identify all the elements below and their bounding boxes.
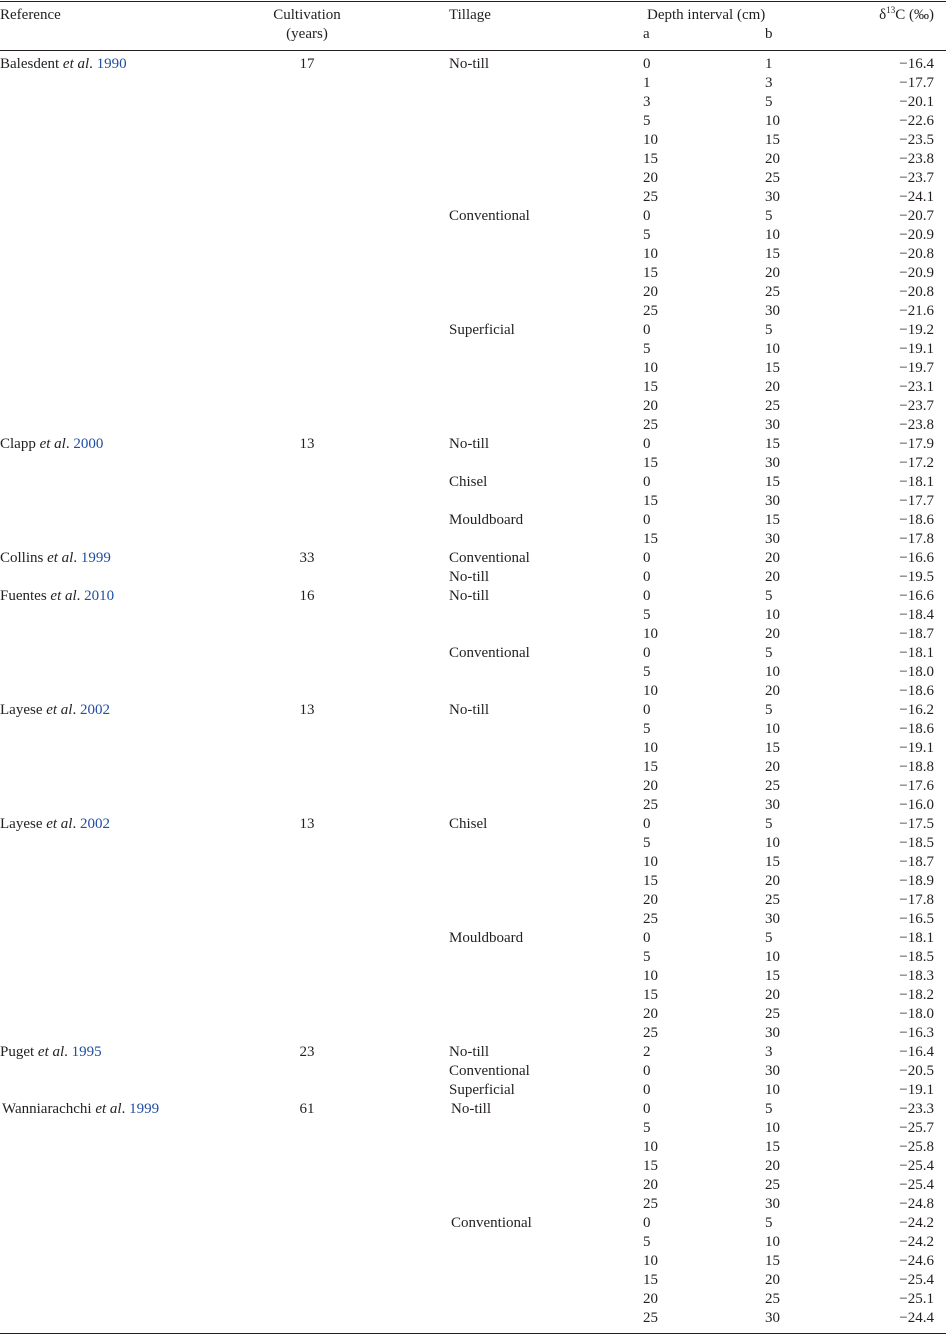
delta13c-cell: −17.7: [899, 493, 934, 509]
depth-a-cell: 5: [643, 1234, 651, 1250]
delta13c-cell: −19.1: [899, 341, 934, 357]
delta13c-cell: −18.2: [899, 987, 934, 1003]
header-cultivation-line1: Cultivation: [273, 7, 341, 23]
delta13c-cell: −17.6: [899, 778, 934, 794]
tillage-cell: Chisel: [449, 816, 488, 832]
header-cultivation: [273, 6, 341, 44]
depth-b-cell: 30: [765, 1063, 780, 1079]
delta13c-cell: −18.5: [899, 949, 934, 965]
depth-a-cell: 15: [643, 987, 658, 1003]
delta13c-cell: −16.6: [899, 588, 934, 604]
header-reference: Reference: [0, 7, 61, 23]
depth-b-cell: 30: [765, 417, 780, 433]
header-delta13c: [879, 6, 934, 25]
depth-a-cell: 20: [643, 1177, 658, 1193]
delta13c-cell: −23.8: [899, 151, 934, 167]
depth-a-cell: 25: [643, 1196, 658, 1212]
depth-b-cell: 25: [765, 892, 780, 908]
depth-b-cell: 5: [765, 645, 773, 661]
tillage-cell: No-till: [449, 588, 489, 604]
delta13c-cell: −23.5: [899, 132, 934, 148]
depth-a-cell: 25: [643, 417, 658, 433]
delta13c-cell: −25.1: [899, 1291, 934, 1307]
depth-b-cell: 15: [765, 436, 780, 452]
depth-b-cell: 10: [765, 835, 780, 851]
depth-a-cell: 5: [643, 227, 651, 243]
tillage-cell: Conventional: [449, 208, 530, 224]
depth-b-cell: 30: [765, 455, 780, 471]
depth-b-cell: 25: [765, 1177, 780, 1193]
depth-a-cell: 5: [643, 721, 651, 737]
delta13c-cell: −19.7: [899, 360, 934, 376]
depth-a-cell: 15: [643, 873, 658, 889]
reference-etal: et al: [47, 550, 74, 566]
depth-b-cell: 15: [765, 474, 780, 490]
depth-b-cell: 10: [765, 1234, 780, 1250]
reference-year-link[interactable]: 1990: [96, 56, 127, 72]
depth-a-cell: 15: [643, 455, 658, 471]
depth-a-cell: 15: [643, 265, 658, 281]
delta13c-cell: −25.7: [899, 1120, 934, 1136]
reference-authors: Puget: [0, 1044, 38, 1060]
delta13c-cell: −16.3: [899, 1025, 934, 1041]
depth-a-cell: 0: [643, 56, 651, 72]
reference-cell: [0, 701, 110, 720]
depth-a-cell: 10: [643, 626, 658, 642]
depth-a-cell: 25: [643, 189, 658, 205]
reference-year-link[interactable]: 2002: [79, 816, 110, 832]
delta13c-cell: −24.2: [899, 1215, 934, 1231]
depth-a-cell: 10: [643, 1139, 658, 1155]
depth-a-cell: 2: [643, 1044, 651, 1060]
reference-cell: [2, 1100, 159, 1119]
depth-a-cell: 0: [643, 816, 651, 832]
reference-authors: Layese: [0, 702, 47, 718]
delta13c-cell: −24.4: [899, 1310, 934, 1326]
cultivation-years-cell: 23: [299, 1044, 315, 1060]
header-delta-superscript: 13: [886, 5, 896, 15]
delta13c-cell: −20.8: [899, 284, 934, 300]
reference-year-link[interactable]: 1999: [80, 550, 111, 566]
depth-b-cell: 20: [765, 759, 780, 775]
reference-year-link[interactable]: 2000: [73, 436, 104, 452]
depth-a-cell: 5: [643, 113, 651, 129]
depth-b-cell: 10: [765, 949, 780, 965]
depth-b-cell: 15: [765, 1253, 780, 1269]
reference-authors: Balesdent: [0, 56, 63, 72]
depth-a-cell: 15: [643, 493, 658, 509]
depth-a-cell: 10: [643, 360, 658, 376]
delta13c-cell: −18.4: [899, 607, 934, 623]
depth-b-cell: 20: [765, 265, 780, 281]
depth-b-cell: 15: [765, 854, 780, 870]
reference-year-link[interactable]: 2010: [84, 588, 115, 604]
delta13c-cell: −17.5: [899, 816, 934, 832]
tillage-cell: Chisel: [449, 474, 488, 490]
header-tillage: Tillage: [449, 7, 491, 23]
table-bottom-rule: [0, 1333, 946, 1334]
reference-year-link[interactable]: 1999: [129, 1101, 160, 1117]
reference-dot: .: [72, 816, 80, 832]
reference-authors: Layese: [0, 816, 47, 832]
tillage-cell: No-till: [449, 702, 489, 718]
tillage-cell: No-till: [449, 56, 489, 72]
depth-a-cell: 0: [643, 474, 651, 490]
depth-b-cell: 20: [765, 683, 780, 699]
reference-dot: .: [121, 1101, 130, 1117]
delta13c-cell: −22.6: [899, 113, 934, 129]
depth-a-cell: 15: [643, 759, 658, 775]
header-cultivation-line2: (years): [286, 26, 328, 42]
delta13c-cell: −20.1: [899, 94, 934, 110]
reference-dot: .: [72, 702, 80, 718]
tillage-cell: No-till: [449, 436, 489, 452]
delta13c-cell: −19.1: [899, 740, 934, 756]
reference-cell: [0, 587, 114, 606]
delta13c-cell: −18.3: [899, 968, 934, 984]
reference-etal: et al: [62, 56, 90, 72]
depth-b-cell: 5: [765, 702, 773, 718]
depth-b-cell: 3: [765, 75, 773, 91]
depth-a-cell: 25: [643, 797, 658, 813]
depth-a-cell: 10: [643, 683, 658, 699]
delta13c-cell: −18.0: [899, 664, 934, 680]
delta13c-cell: −17.9: [899, 436, 934, 452]
depth-a-cell: 10: [643, 1253, 658, 1269]
cultivation-years-cell: 13: [299, 702, 315, 718]
delta13c-cell: −19.2: [899, 322, 934, 338]
tillage-cell: Mouldboard: [449, 930, 524, 946]
depth-b-cell: 15: [765, 360, 780, 376]
delta13c-cell: −18.6: [899, 683, 934, 699]
delta13c-cell: −23.7: [899, 398, 934, 414]
reference-dot: .: [76, 588, 85, 604]
delta13c-cell: −18.1: [899, 645, 934, 661]
cultivation-years-cell: 13: [299, 436, 315, 452]
reference-etal: et al: [50, 588, 77, 604]
depth-a-cell: 20: [643, 1006, 658, 1022]
depth-b-cell: 10: [765, 607, 780, 623]
reference-etal: et al: [39, 436, 66, 452]
delta13c-cell: −20.9: [899, 265, 934, 281]
depth-a-cell: 1: [643, 75, 651, 91]
cultivation-years-cell: 17: [299, 56, 315, 72]
delta13c-cell: −18.0: [899, 1006, 934, 1022]
delta13c-cell: −20.8: [899, 246, 934, 262]
reference-authors: Fuentes: [0, 588, 51, 604]
cultivation-years-cell: 13: [299, 816, 315, 832]
reference-cell: [0, 55, 127, 74]
delta13c-cell: −18.8: [899, 759, 934, 775]
depth-b-cell: 20: [765, 1272, 780, 1288]
depth-b-cell: 20: [765, 550, 780, 566]
depth-b-cell: 20: [765, 873, 780, 889]
header-delta-symbol: δ: [879, 7, 887, 23]
depth-a-cell: 10: [643, 740, 658, 756]
depth-b-cell: 30: [765, 1025, 780, 1041]
delta13c-cell: −23.7: [899, 170, 934, 186]
delta13c-cell: −18.7: [899, 626, 934, 642]
delta13c-cell: −24.6: [899, 1253, 934, 1269]
reference-year-link[interactable]: 2002: [79, 702, 110, 718]
delta13c-cell: −18.1: [899, 930, 934, 946]
depth-b-cell: 30: [765, 189, 780, 205]
depth-a-cell: 3: [643, 94, 651, 110]
tillage-cell: No-till: [451, 1101, 491, 1117]
delta13c-cell: −18.7: [899, 854, 934, 870]
tillage-cell: Superficial: [449, 1082, 515, 1098]
depth-a-cell: 25: [643, 1310, 658, 1326]
delta13c-cell: −19.5: [899, 569, 934, 585]
depth-a-cell: 0: [643, 1101, 651, 1117]
delta13c-cell: −17.8: [899, 531, 934, 547]
depth-b-cell: 5: [765, 1101, 773, 1117]
cultivation-years-cell: 61: [299, 1101, 315, 1117]
tillage-cell: No-till: [449, 1044, 489, 1060]
depth-b-cell: 5: [765, 322, 773, 338]
header-depth-b: b: [765, 26, 773, 42]
reference-cell: [0, 815, 110, 834]
delta13c-cell: −16.4: [899, 56, 934, 72]
depth-b-cell: 25: [765, 398, 780, 414]
depth-b-cell: 20: [765, 379, 780, 395]
depth-b-cell: 10: [765, 113, 780, 129]
delta13c-cell: −20.9: [899, 227, 934, 243]
depth-b-cell: 25: [765, 1291, 780, 1307]
depth-b-cell: 20: [765, 987, 780, 1003]
depth-b-cell: 15: [765, 740, 780, 756]
depth-a-cell: 10: [643, 132, 658, 148]
delta13c-cell: −19.1: [899, 1082, 934, 1098]
depth-b-cell: 10: [765, 227, 780, 243]
delta13c-cell: −25.4: [899, 1272, 934, 1288]
delta13c-cell: −20.5: [899, 1063, 934, 1079]
depth-a-cell: 25: [643, 1025, 658, 1041]
depth-a-cell: 0: [643, 1082, 651, 1098]
delta13c-cell: −21.6: [899, 303, 934, 319]
depth-b-cell: 10: [765, 1120, 780, 1136]
depth-a-cell: 15: [643, 1158, 658, 1174]
delta13c-cell: −20.7: [899, 208, 934, 224]
cultivation-years-cell: 33: [299, 550, 315, 566]
delta13c-cell: −23.3: [899, 1101, 934, 1117]
depth-b-cell: 30: [765, 531, 780, 547]
depth-b-cell: 30: [765, 1310, 780, 1326]
delta13c-cell: −16.4: [899, 1044, 934, 1060]
reference-authors: Clapp: [0, 436, 40, 452]
depth-a-cell: 0: [643, 550, 651, 566]
depth-a-cell: 0: [643, 322, 651, 338]
depth-b-cell: 25: [765, 778, 780, 794]
depth-b-cell: 30: [765, 1196, 780, 1212]
depth-a-cell: 0: [643, 645, 651, 661]
depth-a-cell: 0: [643, 569, 651, 585]
depth-a-cell: 15: [643, 1272, 658, 1288]
delta13c-cell: −16.2: [899, 702, 934, 718]
depth-b-cell: 5: [765, 588, 773, 604]
delta13c-cell: −17.2: [899, 455, 934, 471]
depth-a-cell: 15: [643, 379, 658, 395]
depth-b-cell: 10: [765, 721, 780, 737]
depth-b-cell: 5: [765, 930, 773, 946]
depth-a-cell: 5: [643, 664, 651, 680]
depth-b-cell: 30: [765, 797, 780, 813]
delta13c-cell: −16.0: [899, 797, 934, 813]
depth-a-cell: 5: [643, 835, 651, 851]
delta13c-cell: −24.2: [899, 1234, 934, 1250]
delta13c-cell: −17.8: [899, 892, 934, 908]
delta13c-cell: −24.1: [899, 189, 934, 205]
delta13c-cell: −17.7: [899, 75, 934, 91]
tillage-cell: Conventional: [449, 1063, 530, 1079]
depth-b-cell: 10: [765, 1082, 780, 1098]
depth-a-cell: 0: [643, 588, 651, 604]
reference-etal: et al: [95, 1101, 122, 1117]
reference-dot: .: [64, 1044, 72, 1060]
depth-a-cell: 20: [643, 778, 658, 794]
depth-b-cell: 15: [765, 132, 780, 148]
depth-a-cell: 10: [643, 854, 658, 870]
depth-a-cell: 20: [643, 398, 658, 414]
depth-b-cell: 25: [765, 284, 780, 300]
tillage-cell: Mouldboard: [449, 512, 524, 528]
delta13c-cell: −18.5: [899, 835, 934, 851]
depth-a-cell: 5: [643, 949, 651, 965]
depth-a-cell: 0: [643, 512, 651, 528]
table-top-rule: [0, 1, 946, 2]
tillage-cell: No-till: [449, 569, 489, 585]
depth-b-cell: 3: [765, 1044, 773, 1060]
depth-a-cell: 5: [643, 341, 651, 357]
depth-a-cell: 5: [643, 1120, 651, 1136]
depth-b-cell: 15: [765, 512, 780, 528]
depth-a-cell: 5: [643, 607, 651, 623]
delta13c-cell: −23.1: [899, 379, 934, 395]
cultivation-years-cell: 16: [299, 588, 315, 604]
depth-b-cell: 15: [765, 968, 780, 984]
depth-b-cell: 15: [765, 246, 780, 262]
reference-authors: Collins: [0, 550, 48, 566]
reference-cell: [0, 549, 111, 568]
depth-b-cell: 15: [765, 1139, 780, 1155]
depth-a-cell: 0: [643, 1063, 651, 1079]
depth-a-cell: 20: [643, 170, 658, 186]
depth-b-cell: 5: [765, 94, 773, 110]
reference-year-link[interactable]: 1995: [71, 1044, 102, 1060]
reference-etal: et al: [46, 816, 73, 832]
delta13c-cell: −25.4: [899, 1158, 934, 1174]
depth-b-cell: 25: [765, 1006, 780, 1022]
delta13c-cell: −16.6: [899, 550, 934, 566]
header-depth-interval: Depth interval (cm): [647, 7, 766, 23]
delta13c-cell: −16.5: [899, 911, 934, 927]
reference-cell: [0, 1043, 102, 1062]
depth-b-cell: 20: [765, 151, 780, 167]
delta13c-cell: −18.6: [899, 721, 934, 737]
depth-a-cell: 20: [643, 892, 658, 908]
depth-b-cell: 30: [765, 303, 780, 319]
delta13c-cell: −18.1: [899, 474, 934, 490]
depth-b-cell: 25: [765, 170, 780, 186]
depth-a-cell: 0: [643, 930, 651, 946]
depth-a-cell: 10: [643, 246, 658, 262]
depth-b-cell: 5: [765, 1215, 773, 1231]
depth-b-cell: 20: [765, 1158, 780, 1174]
reference-dot: .: [65, 436, 74, 452]
tillage-cell: Conventional: [449, 550, 530, 566]
depth-a-cell: 25: [643, 911, 658, 927]
depth-a-cell: 0: [643, 208, 651, 224]
header-delta-unit: C (‰): [895, 7, 934, 23]
tillage-cell: Conventional: [451, 1215, 532, 1231]
delta13c-cell: −18.9: [899, 873, 934, 889]
header-depth-a: a: [643, 26, 650, 42]
depth-b-cell: 5: [765, 208, 773, 224]
tillage-cell: Conventional: [449, 645, 530, 661]
depth-a-cell: 25: [643, 303, 658, 319]
depth-a-cell: 10: [643, 968, 658, 984]
depth-a-cell: 0: [643, 436, 651, 452]
depth-a-cell: 0: [643, 702, 651, 718]
delta13c-cell: −24.8: [899, 1196, 934, 1212]
depth-b-cell: 10: [765, 341, 780, 357]
depth-b-cell: 5: [765, 816, 773, 832]
depth-b-cell: 1: [765, 56, 773, 72]
depth-a-cell: 0: [643, 1215, 651, 1231]
delta13c-cell: −18.6: [899, 512, 934, 528]
depth-b-cell: 20: [765, 569, 780, 585]
depth-b-cell: 30: [765, 911, 780, 927]
depth-b-cell: 30: [765, 493, 780, 509]
table-header-rule: [0, 50, 946, 51]
depth-a-cell: 20: [643, 284, 658, 300]
delta13c-cell: −23.8: [899, 417, 934, 433]
tillage-cell: Superficial: [449, 322, 515, 338]
reference-etal: et al: [46, 702, 73, 718]
depth-a-cell: 15: [643, 151, 658, 167]
reference-etal: et al: [37, 1044, 65, 1060]
delta13c-cell: −25.4: [899, 1177, 934, 1193]
reference-dot: .: [89, 56, 97, 72]
delta13c-cell: −25.8: [899, 1139, 934, 1155]
reference-cell: [0, 435, 103, 454]
reference-dot: .: [73, 550, 81, 566]
reference-authors: Wanniarachchi: [2, 1101, 96, 1117]
depth-a-cell: 20: [643, 1291, 658, 1307]
depth-b-cell: 10: [765, 664, 780, 680]
depth-b-cell: 20: [765, 626, 780, 642]
depth-a-cell: 15: [643, 531, 658, 547]
